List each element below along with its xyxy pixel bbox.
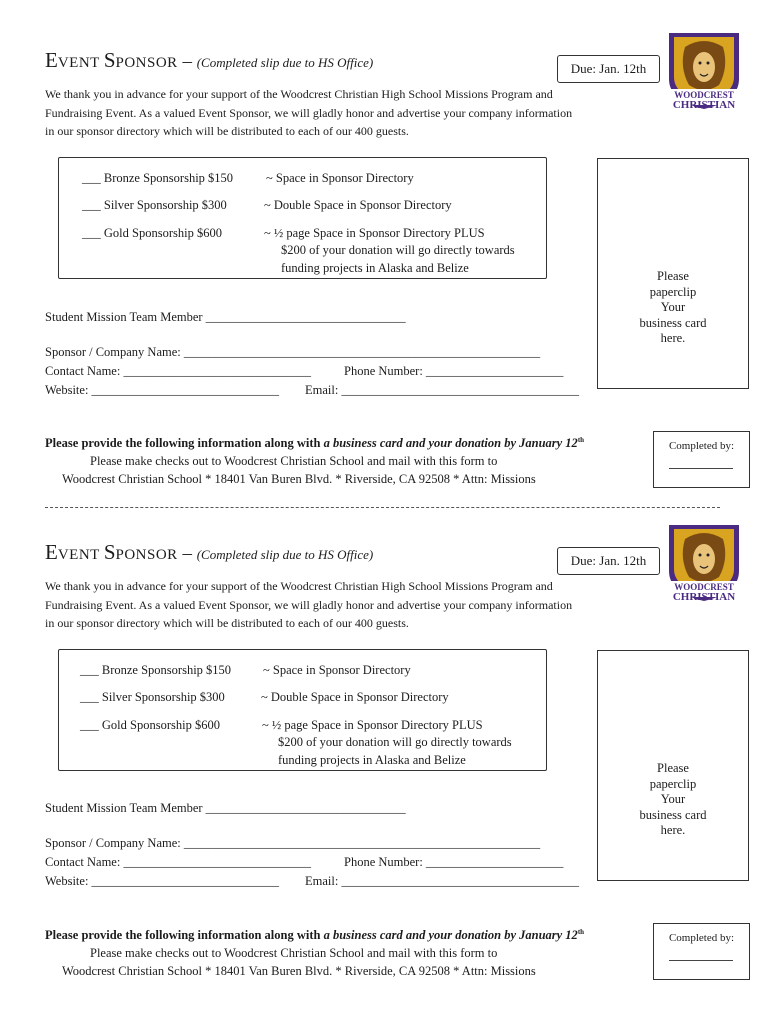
due-date-box: Due: Jan. 12th [557,55,660,83]
slip-title: EVENT SPONSOR – (Completed slip due to HS Office) [45,540,374,564]
mailing-address: Woodcrest Christian School * 18401 Van Buren Blvd. * Riverside, CA 92508 * Attn: Missions [62,964,536,978]
sponsor-slip-1 [0,0,770,490]
contact-name-field[interactable]: Contact Name: ______________________________ [45,364,311,378]
svg-text:WOODCREST: WOODCREST [674,582,734,592]
mailing-address: Woodcrest Christian School * 18401 Van Buren Blvd. * Riverside, CA 92508 * Attn: Missions [62,472,536,486]
student-member-field[interactable]: Student Mission Team Member ________________________________ [45,801,406,815]
completed-by-field[interactable] [669,960,733,961]
bronze-option-checkbox[interactable]: ___ Bronze Sponsorship $150 [82,171,234,185]
email-field[interactable]: Email: ______________________________________ [305,383,579,397]
gold-option-checkbox[interactable]: ___ Gold Sponsorship $600 [82,226,222,240]
woodcrest-christian-logo [663,519,745,615]
completed-by-box [653,431,750,488]
phone-number-field[interactable]: Phone Number: ______________________ [344,855,564,869]
slip-title: EVENT SPONSOR – (Completed slip due to HS Office) [45,48,374,72]
contact-name-field[interactable]: Contact Name: ______________________________ [45,855,311,869]
woodcrest-christian-logo [663,27,745,123]
sponsor-slip-2 [0,492,770,982]
instructions-heading: Please provide the following information along with a business card and your donation by January 12th [45,928,585,943]
intro-paragraph: We thank you in advance for your support of the Woodcrest Christian High School Missions Program and Fundraising Event. As a valued Event Sponsor, we will gladly honor and advertise your company information in our sponsor directory which will be distributed to each of our 400 guests. [45,87,573,138]
completed-by-field[interactable] [669,468,733,469]
gold-note: $200 of your donation will go directly towards funding projects in Alaska and Belize [278,735,512,767]
title-subtitle: (Completed slip due to HS Office) [196,547,374,562]
student-member-field[interactable]: Student Mission Team Member ________________________________ [45,310,406,324]
svg-text:WOODCREST: WOODCREST [674,90,734,100]
company-name-field[interactable]: Sponsor / Company Name: _________________________________________________________ [45,836,541,850]
completed-by-label: Completed by: [668,932,735,944]
bronze-benefit: ~ Space in Sponsor Directory [263,663,411,677]
gold-benefit: ~ ½ page Space in Sponsor Directory PLUS [262,718,483,732]
gold-option-checkbox[interactable]: ___ Gold Sponsorship $600 [80,718,220,732]
business-card-area: Please paperclip Your business card here. [597,158,749,389]
silver-benefit: ~ Double Space in Sponsor Directory [261,690,449,704]
svg-text:CHRISTIAN: CHRISTIAN [672,591,736,603]
bronze-benefit: ~ Space in Sponsor Directory [266,171,414,185]
gold-benefit: ~ ½ page Space in Sponsor Directory PLUS [264,226,485,240]
bronze-option-checkbox[interactable]: ___ Bronze Sponsorship $150 [80,663,232,677]
completed-by-box [653,923,750,980]
checks-instruction: Please make checks out to Woodcrest Christian School and mail with this form to [90,946,498,960]
silver-benefit: ~ Double Space in Sponsor Directory [264,198,452,212]
due-date-box: Due: Jan. 12th [557,547,660,575]
silver-option-checkbox[interactable]: ___ Silver Sponsorship $300 [80,690,225,704]
silver-option-checkbox[interactable]: ___ Silver Sponsorship $300 [82,198,227,212]
business-card-area: Please paperclip Your business card here. [597,650,749,881]
instructions-heading: Please provide the following information along with a business card and your donation by January 12th [45,436,585,451]
company-name-field[interactable]: Sponsor / Company Name: _________________________________________________________ [45,345,541,359]
website-field[interactable]: Website: ______________________________ [45,874,280,888]
title-subtitle: (Completed slip due to HS Office) [196,55,374,70]
svg-text:CHRISTIAN: CHRISTIAN [672,99,736,111]
completed-by-label: Completed by: [668,440,735,452]
intro-paragraph: We thank you in advance for your support of the Woodcrest Christian High School Missions Program and Fundraising Event. As a valued Event Sponsor, we will gladly honor and advertise your company information in our sponsor directory which will be distributed to each of our 400 guests. [45,579,573,630]
gold-note: $200 of your donation will go directly towards funding projects in Alaska and Belize [281,243,515,275]
phone-number-field[interactable]: Phone Number: ______________________ [344,364,564,378]
checks-instruction: Please make checks out to Woodcrest Christian School and mail with this form to [90,454,498,468]
website-field[interactable]: Website: ______________________________ [45,383,280,397]
email-field[interactable]: Email: ______________________________________ [305,874,579,888]
